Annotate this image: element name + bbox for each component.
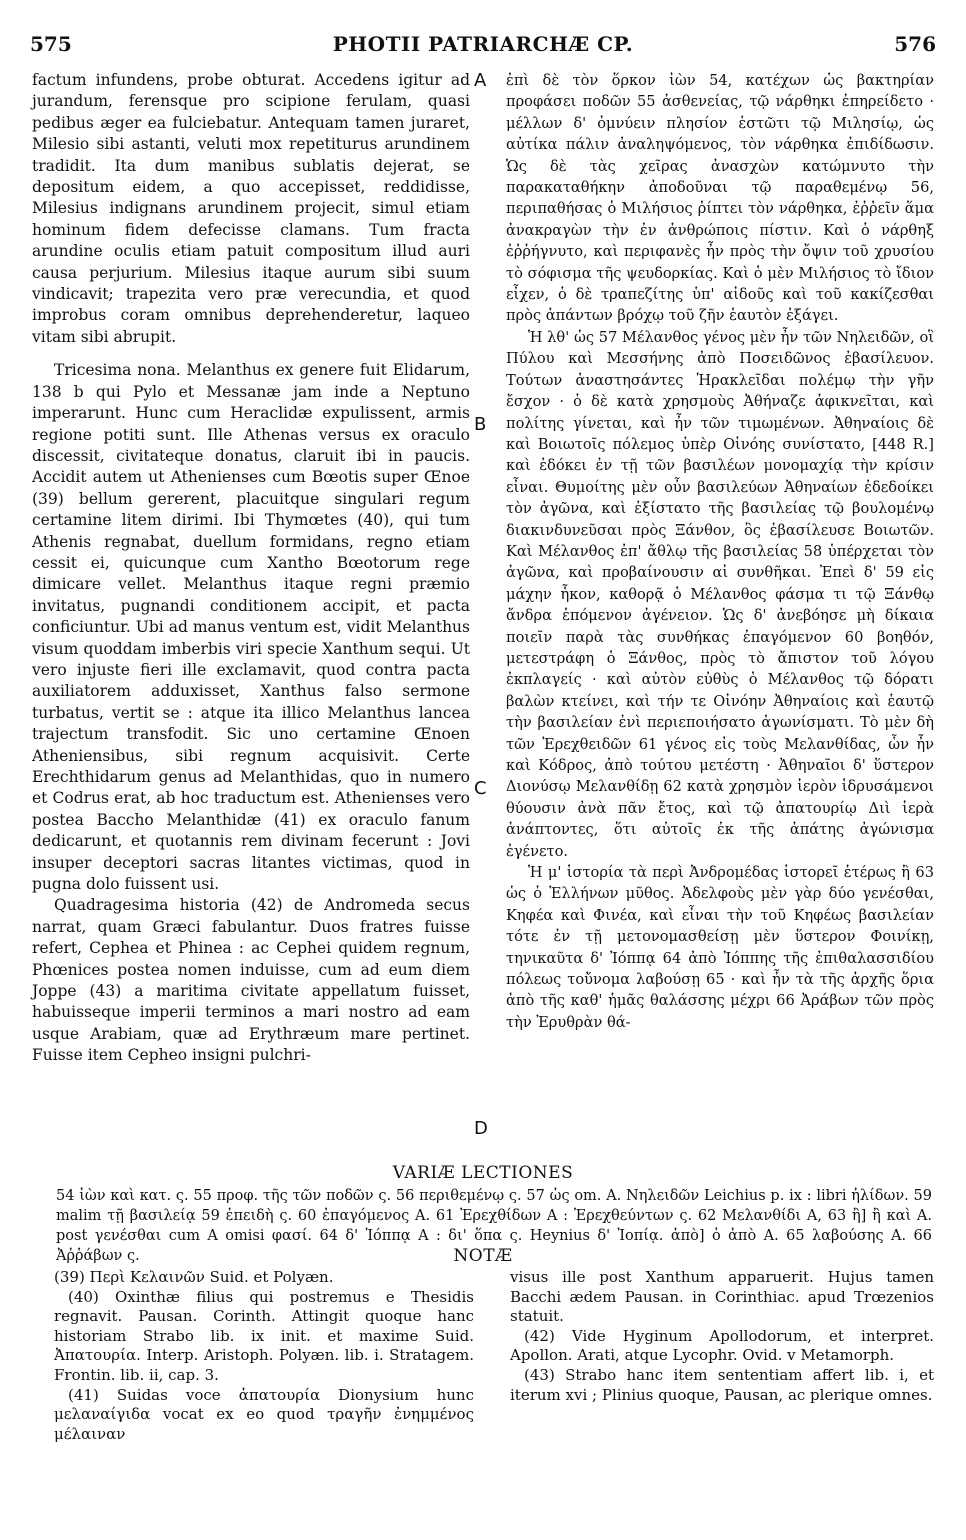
notes-right-column xyxy=(510,1268,934,1405)
note-item: (41) Suidas voce ἀπατουρία Dionysium hunc μελαναίγιδα vocat ex eo quod τραγῆν ἐνημμένος μέλαιναν xyxy=(54,1385,474,1443)
notes-left-column xyxy=(54,1268,474,1444)
latin-paragraph: Tricesima nona. Melanthus ex genere fuit Elidarum, 138 b qui Pylo et Messanæ jam inde a Neptuno imperarunt. Hunc cum Heraclidæ expulissent, armis regione potiti sunt. Ille Athenas versus ex oraculo discessit, civitateque donatus, claruit ibi in paucis. Accidit autem ut Athenienses cum Bœotis super Œnoe (39) bellum gererent, placuitque singulari regum certamine litem dirimi. Ibi Thymœtes (40), qui tum Athenis regnabat, duellum formidans, regno etiam cessit ei, quicunque cum Xantho Bœotorum rege dimicare vellet. Melanthus itaque regni præmio invitatus, pugnandi conditionem accipit, et pacta conficiuntur. Ubi ad manus ventum est, vidit Melanthus visum quoddam imberbis viri specie Xanthum sequi. Ut vero injuste fieri ille exclamavit, quod contra pacta auxiliatorem adduxisset, Xanthus falso sermone turbatus, vertit se : atque ita illico Melanthus lancea trajectum transfodit. Sic uno certamine Œnoen Atheniensibus, sibi regnum acquisivit. Certe Erechthidarum genus ad Melanthidas, quo in numero et Codrus erat, ab hoc traductum est. Athenienses vero postea Baccho Melanthidæ (41) ex oraculo fanum dedicarunt, et quotannis rem divinam fecerunt : Jovi insuper deceptori sacras litantes victimas, quod in pugna dolo fuissent usi. xyxy=(32,361,470,894)
section-marker-a: A xyxy=(474,70,487,91)
page-number-right: 576 xyxy=(894,32,936,56)
running-title: PHOTII PATRIARCHÆ CP. xyxy=(332,32,634,56)
greek-paragraph: ἐπὶ δὲ τὸν ὅρκον ἰὼν 54, κατέχων ὡς βακτηρίαν προφάσει ποδῶν 55 ἀσθενείας, τῷ νάρθηκι ἐπηρείδετο · μέλλων δ' ὀμνύειν πλησίον ἑστῶτι τῷ Μιλησίῳ, ὡς αὐτίκα πάλιν ἀναληψόμενος, τὸν νάρθηκα ἐπιδίδωσιν. Ὡς δὲ τὰς χεῖρας ἀνασχὼν κατώμνυτο τὴν παρακαταθήκην ἀποδοῦναι τῷ παραθεμένῳ 56, περιπαθήσας ὁ Μιλήσιος ῥίπτει τὸν νάρθηκα, ἐῤῥεῖν ἅμα ἀνακραγὼν τὴν ἐν ἀνθρώποις πίστιν. Καὶ ὁ νάρθηξ ἐῤῥήγνυτο, καὶ περιφανὲς ἦν πρὸς τὴν ὄψιν τοῦ χρυσίου τὸ σόφισμα τῆς ψευδορκίας. Καὶ ὁ μὲν Μιλήσιος τὸ ἴδιον εἶχεν, ὁ δὲ τραπεζίτης ὑπ' αἰδοῦς καὶ τοῦ κακίζεσθαι πρὸς ἁπάντων βρόχῳ τοῦ ζῆν ἑαυτὸν ἐξάγει. xyxy=(506,72,934,325)
greek-paragraph: Ἡ μ' ἱστορία τὰ περὶ Ἀνδρομέδας ἱστορεῖ ἑτέρως ἢ 63 ὡς ὁ Ἑλλήνων μῦθος. Ἀδελφοὺς μὲν γὰρ δύο γενέσθαι, Κηφέα καὶ Φινέα, καὶ εἶναι τὴν τοῦ Κηφέως βασιλείαν τότε ἐν τῇ μετονομασθείσῃ μὲν ὕστερον Φοινίκῃ, τηνικαῦτα δ' Ἰόππᾳ 64 ἀπὸ Ἰόππης τῆς ἐπιθαλασσιδίου πόλεως τοὔνομα λαβούσῃ 65 · καὶ ἦν τὰ τῆς ἀρχῆς ὅρια ἀπὸ τῆς καθ' ἡμᾶς θαλάσσης μέχρι 66 Ἀράβων τῶν πρὸς τὴν Ἐρυθρὰν θά- xyxy=(506,864,934,1031)
note-item: (43) Strabo hanc item sententiam affert lib. i, et iterum xvi ; Plinius quoque, Pausan, ac plerique omnes. xyxy=(510,1365,934,1404)
page-number-left: 575 xyxy=(30,32,72,56)
note-item: (40) Oxinthæ filius qui postremus e Thesidis regnavit. Pausan. Corinth. Attingit quoque hanc historiam Strabo lib. ix init. et maxime Suid. Ἀπατουρία. Interp. Aristoph. Polyæn. lib. i. Stratagem. Frontin. lib. ii, cap. 3. xyxy=(54,1287,474,1384)
greek-paragraph: Ἡ λθ' ὡς 57 Μέλανθος γένος μὲν ἦν τῶν Νηλειδῶν, οἳ Πύλου καὶ Μεσσήνης ἀπὸ Ποσειδῶνος ἐβασίλευον. Τούτων ἀναστησάντες Ἡρακλεῖδαι πολέμῳ τὴν γῆν ἔσχον · ὁ δὲ κατὰ χρησμοὺς Ἀθήναζε ἀφικνεῖται, καὶ πολίτης γίνεται, καὶ ἦν τῶν τιμωμένων. Ἀθηναίοις δὲ καὶ Βοιωτοῖς πόλεμος ὑπὲρ Οἰνόης συνίστατο, [448 R.] καὶ ἐδόκει ἐν τῇ τῶν βασιλέων μονομαχίᾳ τὴν κρίσιν εἶναι. Θυμοίτης μὲν οὖν βασιλεύων Ἀθηναίων ἐδεδοίκει τὸν ἀγῶνα, καὶ ἐξίστατο τῆς βασιλείας τῷ βουλομένῳ διακινδυνεῦσαι πρὸς Ξάνθον, ὃς ἐβασίλευσε Βοιωτῶν. Καὶ Μέλανθος ἐπ' ἄθλῳ τῆς βασιλείας 58 ὑπέρχεται τὸν ἀγῶνα, καὶ προβαίνουσιν αἱ συνθῆκαι. Ἐπεὶ δ' 59 εἰς μάχην ἧκον, καθορᾷ ὁ Μέλανθος φάσμα τι τῷ Ξάνθῳ ἄνδρα ἑπόμενον ἀγένειον. Ὡς δ' ἀνεβόησε μὴ δίκαια ποιεῖν παρὰ τὰς συνθήκας ἐπαγόμενον 60 βοηθόν, μετεστράφη ὁ Ξάνθος, πρὸς τὸ ἄπιστον τοῦ λόγου ἐκπλαγείς · καὶ αὐτὸν εὐθὺς ὁ Μέλανθος τῷ δόρατι βαλὼν κτείνει, καὶ τήν τε Οἰνόην Ἀθηναίοις καὶ ἑαυτῷ τὴν βασιλείαν ἐνὶ περιεποιήσατο ἀγωνίσματι. Τὸ μὲν δὴ τῶν Ἐρεχθειδῶν 61 γένος εἰς τοὺς Μελανθίδας, ὧν ἦν καὶ Κόδρος, ἀπὸ τούτου μετέστη · Ἀθηναῖοι δ' ὕστερον Διονύσῳ Μελανθίδῃ 62 κατὰ χρησμὸν ἱερὸν ἱδρυσάμενοι θύουσιν ἀνὰ πᾶν ἔτος, καὶ τῷ ἀπατουρίῳ Διὶ ἱερὰ ἀνάπτοντες, ὅτι αὐτοῖς ἐκ τῆς ἀπάτης ἀγώνισμα ἐγένετο. xyxy=(506,328,934,860)
page-header xyxy=(30,32,936,62)
greek-column xyxy=(506,70,934,1033)
latin-column xyxy=(32,70,470,1067)
notae-heading: NOTÆ xyxy=(453,1246,513,1266)
note-item: visus ille post Xanthum apparuerit. Hujus tamen Bacchi ædem Pausan. in Corinthiac. apud Trœzenios statuit. xyxy=(510,1268,934,1326)
variae-lectiones-heading: VARIÆ LECTIONES xyxy=(392,1163,574,1183)
section-marker-d: D xyxy=(474,1118,488,1139)
latin-paragraph: Quadragesima historia (42) de Andromeda secus narrat, quam Græci fabulantur. Duos fratres fuisse refert, Cephea et Phinea : ac Cephei quidem regnum, Phœnices postea nomen induisse, cum ad eum diem Joppe (43) a maritima civitate appellatum fuisset, habuisseque imperii terminos a mari nostro ad eam usque Arabiam, quæ ad Erythræum mare pertinet. Fuisse item Cepheo insigni pulchri- xyxy=(32,896,470,1065)
note-item: (39) Περὶ Κελαινῶν Suid. et Polyæn. xyxy=(54,1268,334,1286)
section-marker-c: C xyxy=(474,778,487,799)
note-item: (42) Vide Hyginum Apollodorum, et interpret. Apollon. Arati, atque Lycophr. Ovid. v Metamorph. xyxy=(510,1326,934,1365)
latin-paragraph: factum infundens, probe obturat. Accedens igitur ad jurandum, ferensque pro scipione ferulam, quasi pedibus æger ea fulciebatur. Antequam tamen juraret, Milesio sibi astanti, veluti mox repetiturus arundinem tradidit. Ita dum manibus sublatis dejerat, se depositum eidem, a quo accepisset, reddidisse, Milesius indignans arundinem projecit, simul etiam hominum fidem defecisse clamans. Tum fracta arundine oculis etiam patuit compositum illud auri causa perjurium. Milesius itaque aurum sibi suum vindicavit; trapezita vero præ verecundia, et quod improbus coram omnibus deprehenderetur, laqueo vitam sibi abrupit. xyxy=(32,71,470,346)
section-marker-b: B xyxy=(474,414,487,435)
variae-lectiones-text: 54 ἰὼν καὶ κατ. ς. 55 προφ. τῆς τῶν ποδῶν ς. 56 περιθεμένῳ ς. 57 ὡς om. A. Νηλειδῶν Leichius p. ix : libri ἠλίδων. 59 malim τῇ βασιλείᾳ 59 ἐπειδὴ ς. 60 ἐπαγόμενος A. 61 Ἐρεχθίδων A : Ἐρεχθεύντων ς. 62 Μελανθίδι A, 63 ἢ] ἢ καὶ A. post γενέσθαι cum A omisi φασί. 64 δ' Ἰόππᾳ A : δι' ὅπα ς. Heynius δ' Ἰοπίᾳ. ἀπὸ] ὁ ἀπὸ A. 65 λαβούσης A. 66 Ἀῤῥάβων ς. xyxy=(56,1188,932,1264)
